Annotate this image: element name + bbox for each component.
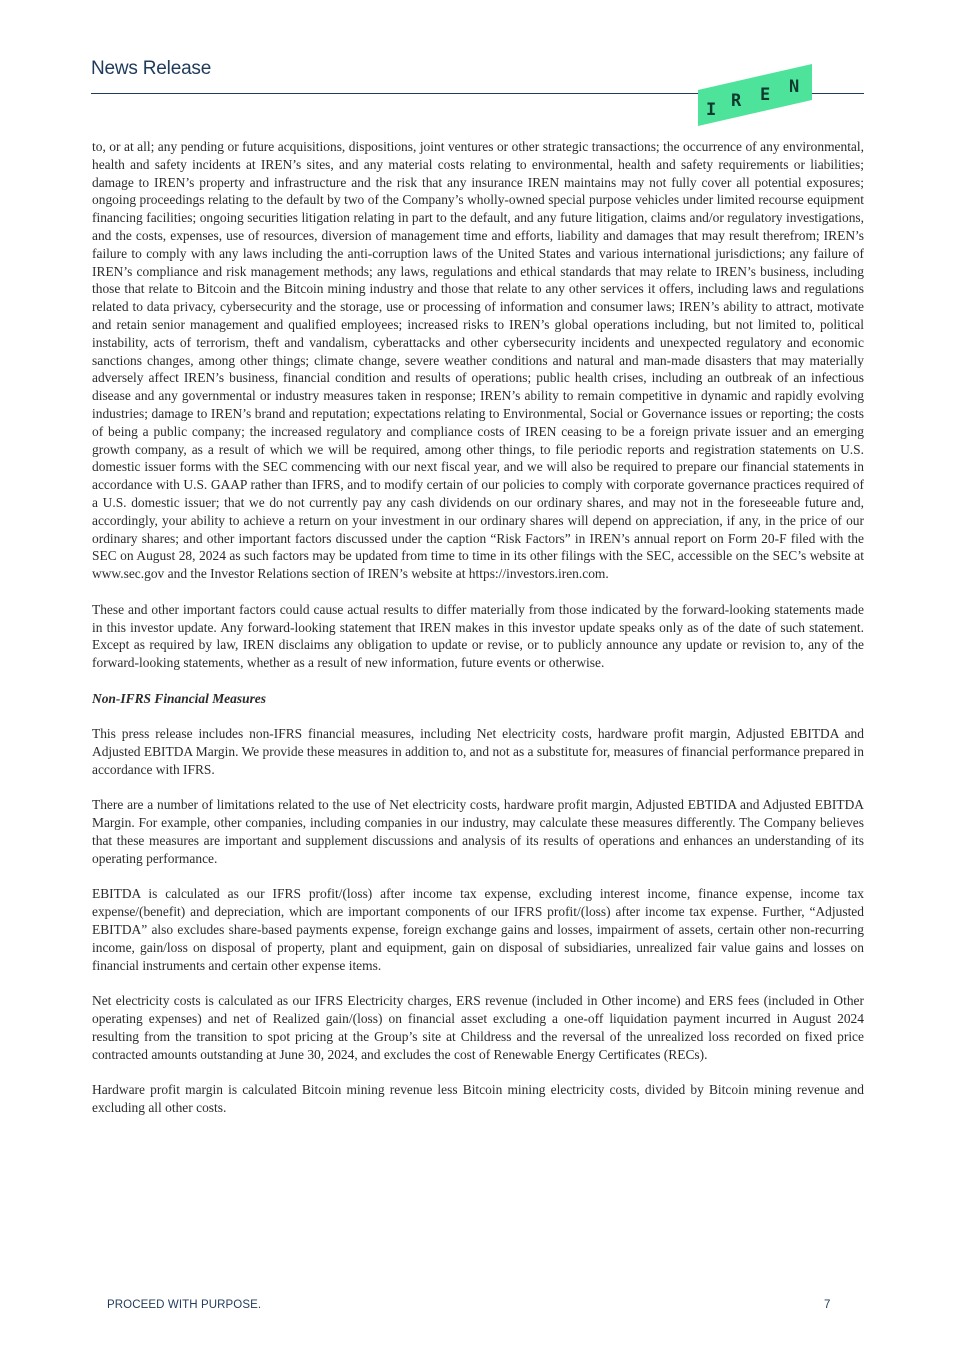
section-heading: Non-IFRS Financial Measures [92, 690, 266, 706]
footer-tagline: PROCEED WITH PURPOSE. [107, 1299, 262, 1311]
logo-letter-e: E [760, 85, 771, 105]
forward-looking-paragraph: These and other important factors could cause actual results to differ materially from those indicated by the forward-looking statements made in this investor update. Any forward-looking statement that IREN makes in this investor update speaks only as of the date of such statement. Except as required by law, IREN disclaims any obligation to update or revise, or to publicly announce any update or revision to, any of the forward-looking statements, whether as a result of new information, future events or otherwise. [92, 601, 864, 671]
non-ifrs-intro-paragraph: This press release includes non-IFRS financial measures, including Net electricity costs, hardware profit margin, Adjusted EBITDA and Adjusted EBITDA Margin. We provide these measures in addition to, and not as a substitute for, measures of financial performance prepared in accordance with IFRS. [92, 726, 864, 777]
logo-letter-r: R [731, 91, 742, 111]
risk-factors-paragraph: to, or at all; any pending or future acquisitions, dispositions, joint ventures or other strategic transactions; the occurrence of any environmental, health and safety incidents at IREN’s sites, and any material costs relating to environmental, health and safety requirements or liabilities; damage to IREN’s property and infrastructure and the risk that any insurance IREN maintains may not fully cover all potential exposures; ongoing proceedings relating to the default by two of the Company’s wholly-owned special purpose vehicles under limited recourse equipment financing facilities; ongoing securities litigation relating in part to the default, and any future litigation, claims and/or regulatory investigations, and the costs, expenses, use of resources, diversion of management time and efforts, liability and damages that may result therefrom; IREN’s failure to comply with any laws including the anti-corruption laws of the United States and various international jurisdictions; any failure of IREN’s compliance and risk management methods; any laws, regulations and ethical standards that may relate to IREN’s business, including those that relate to Bitcoin and the Bitcoin mining industry and those that relate to any other services it offers, including laws and regulations related to data privacy, cybersecurity and the storage, use or processing of information and consumer laws; IREN’s ability to attract, motivate and retain senior management and qualified employees; increased risks to IREN’s global operations including, but not limited to, political instability, acts of terrorism, theft and vandalism, cyberattacks and other cybersecurity incidents and unexpected regulatory and economic sanctions changes, among other things; climate change, severe weather conditions and natural and man-made disasters that may materially adversely affect IREN’s business, financial condition and results of operations; public health crises, including an outbreak of an infectious disease and any governmental or industry measures taken in response; IREN’s ability to remain competitive in dynamic and rapidly evolving industries; damage to IREN’s brand and reputation; expectations relating to Environmental, Social or Governance issues or reporting; the costs of being a public company; the increased regulatory and compliance costs of IREN ceasing to be a foreign private issuer and an emerging growth company, as a result of which we will be required, among other things, to file periodic reports and registration statements on U.S. domestic issuer forms with the SEC commencing with our next fiscal year, and we will also be required to prepare our financial statements in accordance with U.S. GAAP rather than IFRS, and to modify certain of our policies to comply with corporate governance practices required of a U.S. domestic issuer; that we do not currently pay any cash dividends on our ordinary shares, and may not in the foreseeable future and, accordingly, your ability to achieve a return on your investment in our ordinary shares will depend on appreciation, if any, in the price of our ordinary shares; and other important factors discussed under the caption “Risk Factors” in IREN’s annual report on Form 20-F filed with the SEC on August 28, 2024 as such factors may be updated from time to time in its other filings with the SEC, accessible on the SEC’s website at www.sec.gov and the Investor Relations section of IREN’s website at https://investors.iren.com. [92, 139, 864, 582]
limitations-paragraph: There are a number of limitations related to the use of Net electricity costs, hardware profit margin, Adjusted EBTIDA and Adjusted EBITDA Margin. For example, other companies, including companies in our industry, may calculate these measures differently. The Company believes that these measures are important and supplement discussions and analysis of its results of operations and enhances an understanding of its operating performance. [92, 797, 864, 866]
net-electricity-definition-paragraph: Net electricity costs is calculated as our IFRS Electricity charges, ERS revenue (included in Other income) and ERS fees (included in Other operating expenses) and net of Realized gain/(loss) on financial asset excluding a one-off liquidation payment incurred in August 2024 resulting from the transition to spot pricing at the Group’s site at Childress and the reversal of the unrealized loss recorded on fixed price contracted amounts outstanding at June 30, 2024, and excludes the cost of Renewable Energy Certificates (RECs). [92, 993, 864, 1062]
header-title: News Release [91, 58, 212, 79]
ebitda-definition-paragraph: EBITDA is calculated as our IFRS profit/(loss) after income tax expense, excluding interest income, finance expense, income tax expense/(benefit) and depreciation, which are important components of our IFRS profit/(loss) after income tax expense. Further, “Adjusted EBITDA” also excludes share-based payments expense, foreign exchange gains and losses, impairment of assets, certain other non-recurring income, gain/loss on disposal of property, plant and equipment, gain on disposal of subsidiaries, unrealized fair value gains and losses on financial instruments and certain other expense items. [92, 886, 864, 973]
logo-letter-i: I [706, 100, 717, 120]
logo-letter-n: N [789, 77, 800, 97]
hardware-margin-definition-paragraph: Hardware profit margin is calculated Bitcoin mining revenue less Bitcoin mining electricity costs, divided by Bitcoin mining revenue and excluding all other costs. [92, 1082, 864, 1116]
article-body [92, 138, 864, 1135]
page-number: 7 [824, 1299, 831, 1311]
iren-logo-graphic [696, 62, 816, 128]
iren-logo [696, 62, 816, 128]
